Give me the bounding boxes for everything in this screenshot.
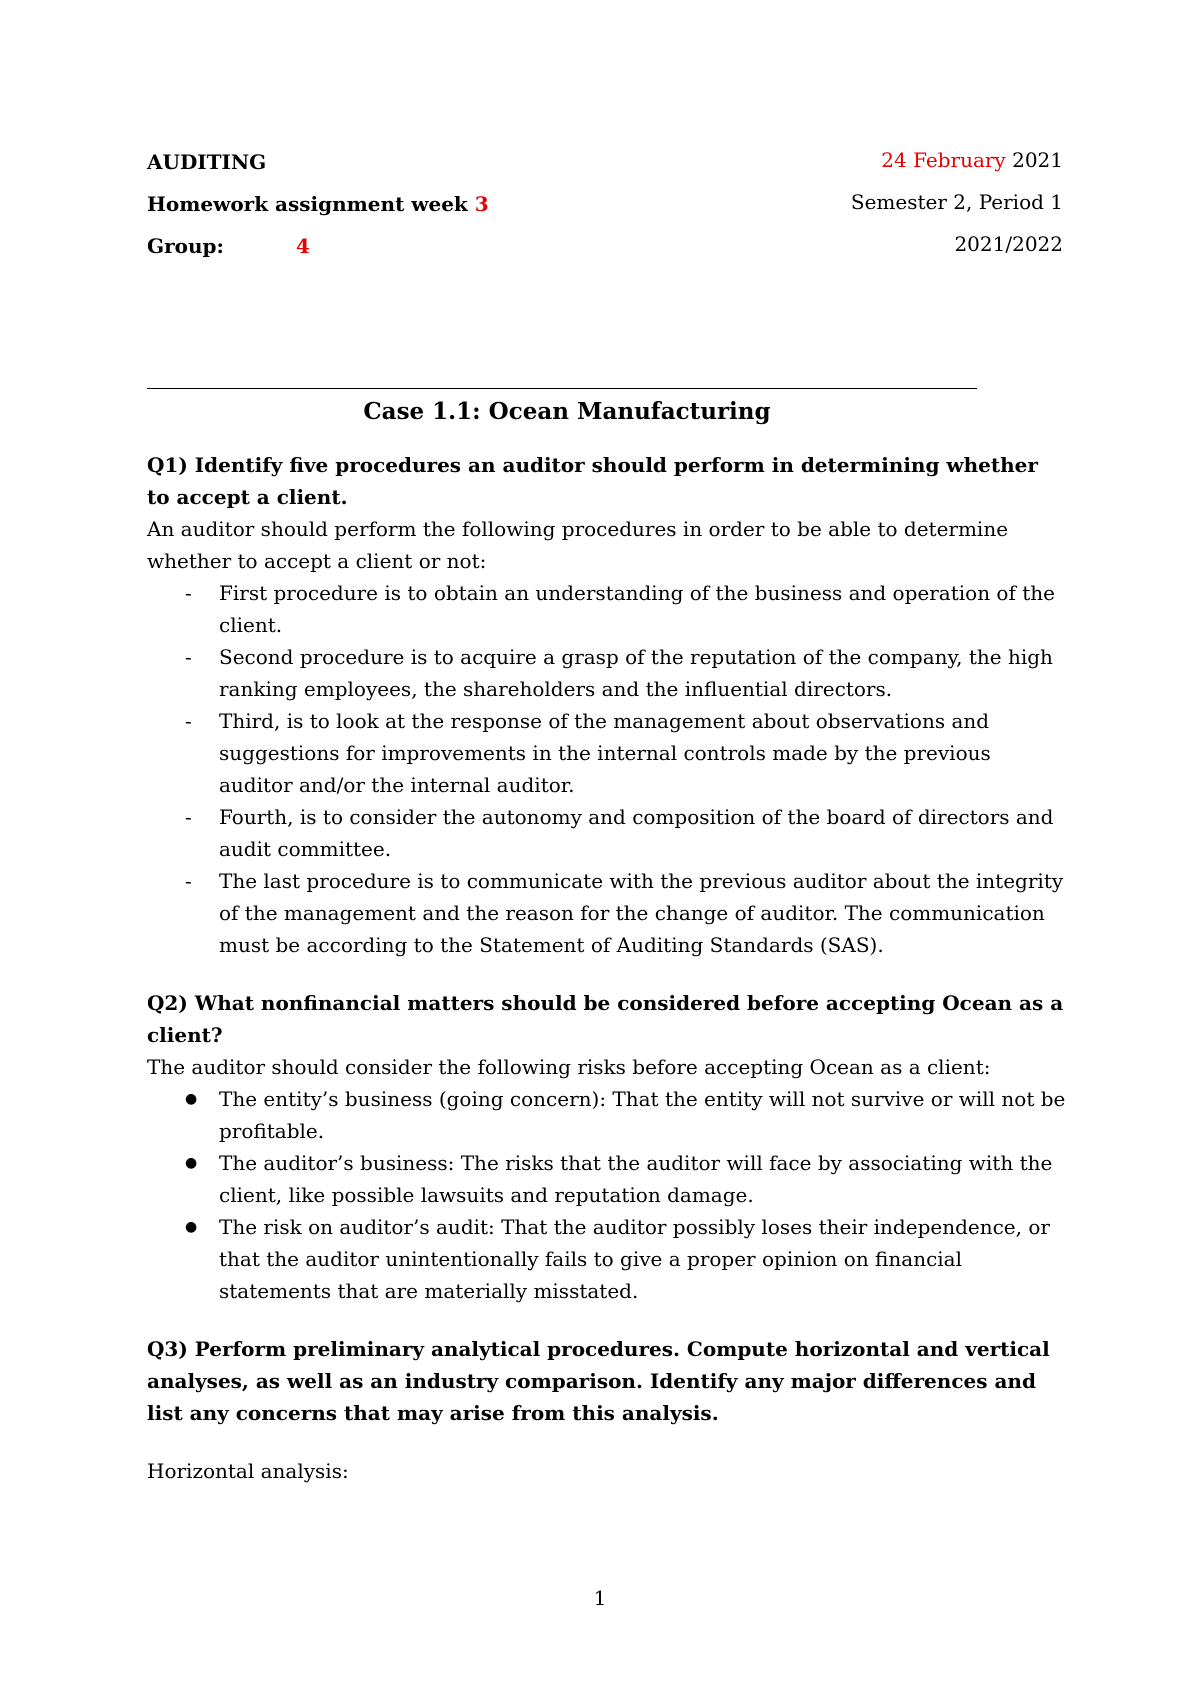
academic-year-line: 2021/2022	[954, 232, 1063, 256]
case-title: Case 1.1: Ocean Manufacturing	[363, 398, 771, 425]
course-title: AUDITING	[147, 150, 267, 174]
date-line: 24 February 2021	[881, 148, 1063, 172]
assignment-line: Homework assignment week 3	[147, 192, 489, 216]
list-item: - Fourth, is to consider the autonomy and composition of the board of directors and audit committee.	[185, 805, 1054, 861]
list-item: ● The auditor’s business: The risks that the auditor will face by associating with the client, like possible lawsuits and reputation damage.	[185, 1151, 1053, 1207]
question-3: Q3) Perform preliminary analytical procedures. Compute horizontal and vertical analyses, as well as an industry comparison. Identify any major differences and list any concerns that may arise from this analysis.	[147, 1337, 1050, 1425]
header-right	[851, 148, 1063, 274]
risk-list	[147, 1083, 1067, 1307]
question-2-intro: The auditor should consider the following risks before accepting Ocean as a client:	[147, 1055, 991, 1079]
list-item: ● The risk on auditor’s audit: That the auditor possibly loses their independence, or that the auditor unintentionally fails to give a proper opinion on financial statements that are materially misstated.	[185, 1215, 1050, 1303]
list-item: ● The entity’s business (going concern): That the entity will not survive or will not be profitable.	[185, 1087, 1066, 1143]
group-number: 4	[295, 234, 310, 258]
list-item: - Third, is to look at the response of the management about observations and suggestions for improvements in the internal controls made by the previous auditor and/or the internal auditor.	[185, 709, 991, 797]
page-number: 1	[593, 1586, 607, 1610]
list-item: - Second procedure is to acquire a grasp of the reputation of the company, the high ranking employees, the shareholders and the influential directors.	[185, 645, 1053, 701]
semester-line: Semester 2, Period 1	[850, 190, 1063, 214]
header-left	[147, 150, 489, 276]
horizontal-rule	[147, 388, 977, 389]
assignment-week: 3	[474, 192, 489, 216]
document-body	[147, 398, 1067, 1487]
horizontal-analysis-heading: Horizontal analysis:	[147, 1459, 349, 1483]
question-1-section	[147, 449, 1067, 961]
date-red: 24 February	[881, 148, 1006, 172]
list-item: - First procedure is to obtain an understanding of the business and operation of the client.	[185, 581, 1055, 637]
procedure-list	[147, 577, 1067, 961]
question-2: Q2) What nonfinancial matters should be considered before accepting Ocean as a client?	[147, 991, 1064, 1047]
list-item: - The last procedure is to communicate with the previous auditor about the integrity of the management and the reason for the change of auditor. The communication must be according to the Statement of Auditing Standards (SAS).	[185, 869, 1064, 957]
question-1: Q1) Identify five procedures an auditor should perform in determining whether to accept a client.	[147, 453, 1038, 509]
question-2-section	[147, 987, 1067, 1307]
group-line: Group: 4	[147, 234, 310, 258]
question-1-intro: An auditor should perform the following procedures in order to be able to determine whether to accept a client or not:	[147, 517, 1009, 573]
question-3-section	[147, 1333, 1067, 1487]
